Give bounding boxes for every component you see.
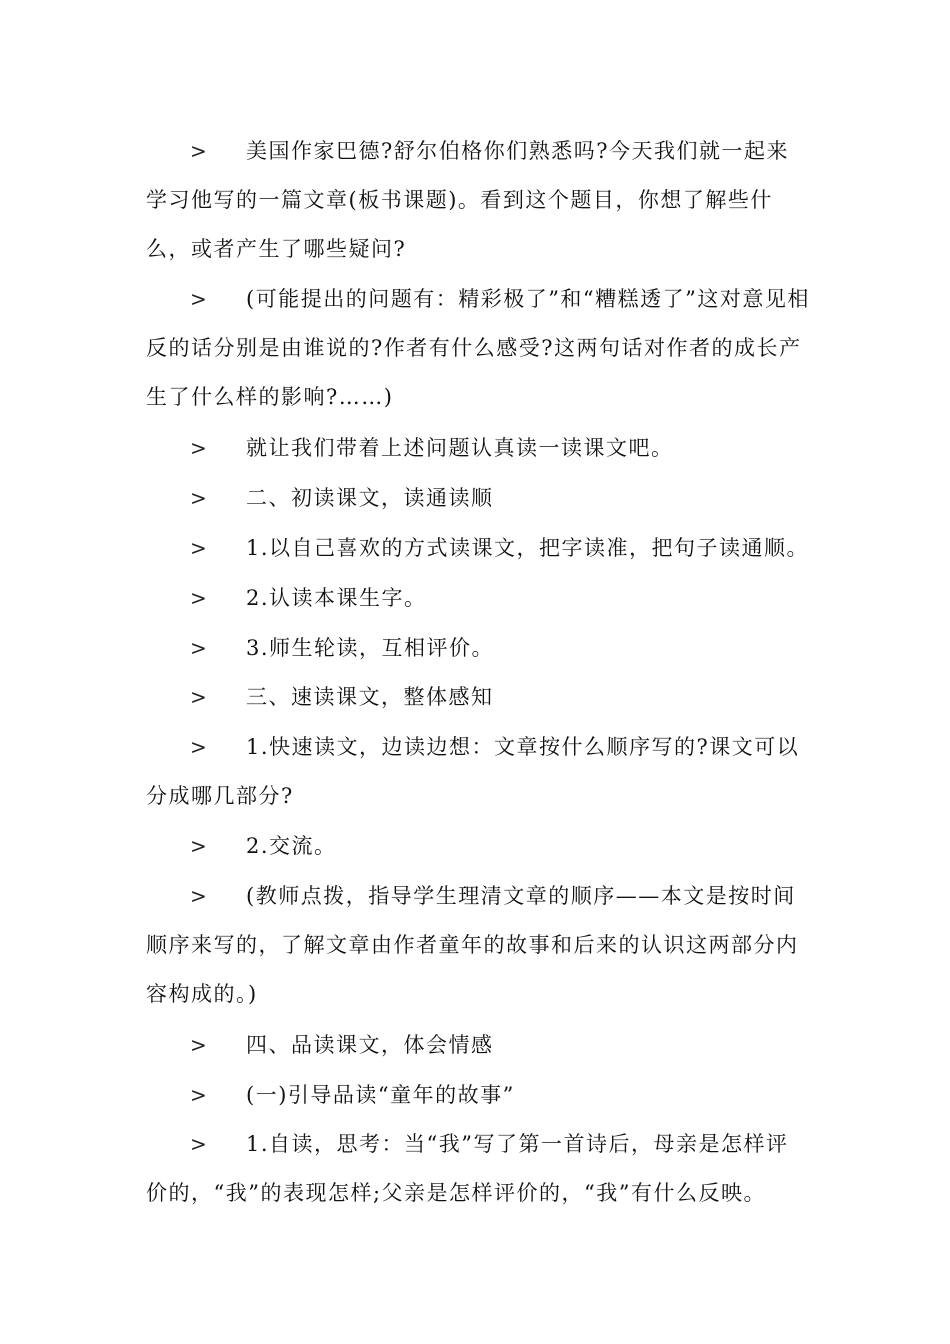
paragraph-text: 2.认读本课生字。 [246,586,427,610]
bullet-arrow-icon: > [190,1033,209,1057]
paragraph-text: 就让我们带着上述问题认真读一读课文吧。 [246,436,674,460]
bullet-arrow-icon: > [190,536,209,560]
section-heading-3 [146,673,810,722]
bullet-arrow-icon: > [190,287,209,311]
bullet-arrow-icon: > [190,735,209,759]
paragraph-step [146,822,810,871]
bullet-arrow-icon: > [190,436,209,460]
paragraph-text: 3.师生轮读，互相评价。 [246,636,495,660]
paragraph-text: (教师点拨，指导学生理清文章的顺序——本文是按时间顺序来写的，了解文章由作者童年的故事和后来的认识这两部分内容构成的。) [146,884,799,1006]
paragraph-read-text [146,424,810,473]
bullet-arrow-icon: > [190,1083,209,1107]
paragraph-text: 美国作家巴德?舒尔伯格你们熟悉吗?今天我们就一起来学习他写的一篇文章(板书课题)。看到这个题目，你想了解些什么，或者产生了哪些疑问? [146,139,790,261]
paragraph-teacher-note [146,872,810,1019]
bullet-arrow-icon: > [190,834,209,858]
paragraph-intro [146,127,810,274]
paragraph-step [146,524,810,573]
paragraph-step [146,723,810,821]
subsection-heading [146,1071,810,1120]
section-heading-4 [146,1021,810,1070]
bullet-arrow-icon: > [190,486,209,510]
paragraph-step [146,1120,810,1218]
paragraph-step [146,624,810,673]
paragraph-text: 1.以自己喜欢的方式读课文，把字读准，把句子读通顺。 [246,536,810,560]
bullet-arrow-icon: > [190,685,209,709]
paragraph-text: 2.交流。 [246,834,337,858]
bullet-arrow-icon: > [190,139,209,163]
bullet-arrow-icon: > [190,586,209,610]
section-heading-text: 四、品读课文，体会情感 [246,1033,494,1057]
section-heading-2 [146,474,810,523]
section-heading-text: 三、速读课文，整体感知 [246,685,494,709]
bullet-arrow-icon: > [190,884,209,908]
subsection-heading-text: (一)引导品读“童年的故事” [246,1083,515,1107]
section-heading-text: 二、初读课文，读通读顺 [246,486,494,510]
paragraph-text: 1.自读，思考：当“我”写了第一首诗后，母亲是怎样评价的，“我”的表现怎样;父亲是怎样评价的，“我”有什么反映。 [146,1132,789,1205]
paragraph-step [146,574,810,623]
paragraph-text: 1.快速读文，边读边想：文章按什么顺序写的?课文可以分成哪几部分? [146,735,800,808]
paragraph-possible-questions [146,275,810,422]
bullet-arrow-icon: > [190,636,209,660]
bullet-arrow-icon: > [190,1132,209,1156]
paragraph-text: (可能提出的问题有：精彩极了”和“糟糕透了”这对意见相反的话分别是由谁说的?作者有什么感受?这两句话对作者的成长产生了什么样的影响?……) [146,287,810,409]
